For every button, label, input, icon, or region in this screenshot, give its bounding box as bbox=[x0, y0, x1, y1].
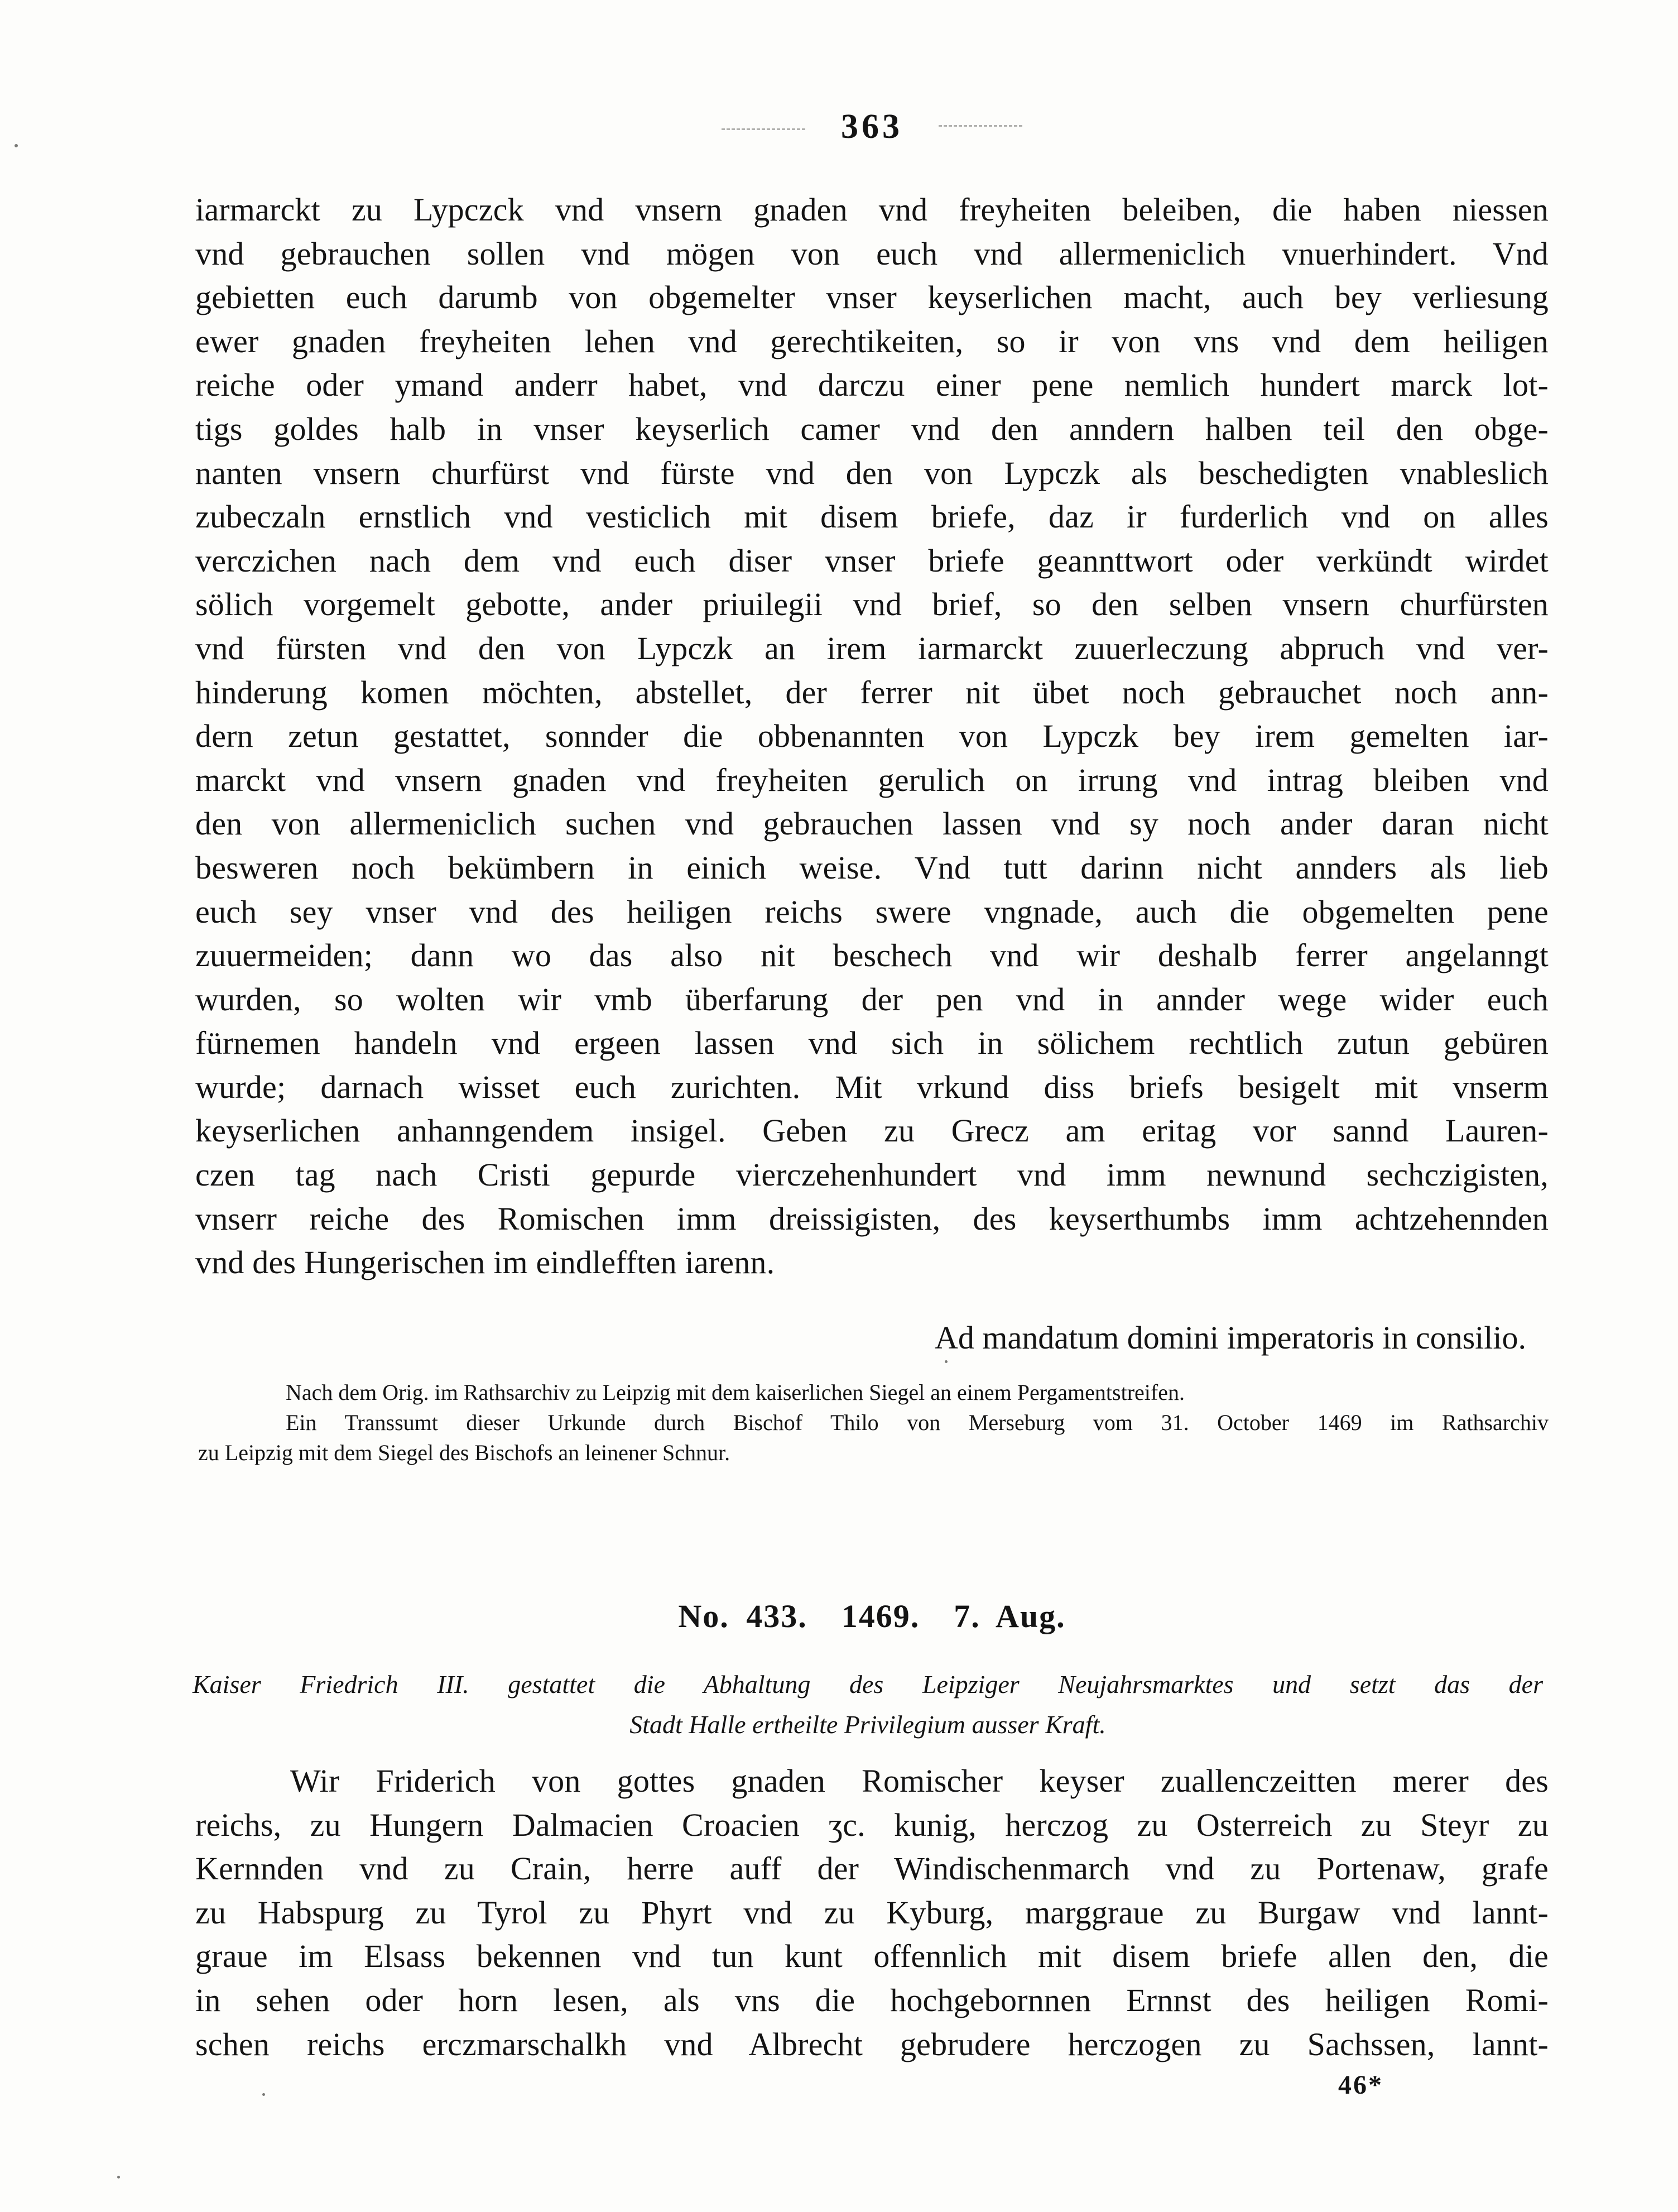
chancery-subscription-line: Ad mandatum domini imperatoris in consilio. bbox=[935, 1319, 1526, 1356]
text-line: gebietten euch darumb von obgemelter vnser keyserlichen macht, auch bey verliesung bbox=[195, 279, 1549, 316]
charter-433-regest bbox=[193, 1664, 1543, 1745]
text-line: dern zetun gestattet, sonnder die obbenannten von Lypczk bey irem gemelten iar- bbox=[195, 718, 1549, 755]
text-line: vnd gebrauchen sollen vnd mögen von euch vnd allermeniclich vnuerhindert. Vnd bbox=[195, 235, 1549, 272]
text-line: sölich vorgemelt gebotte, ander priuilegii vnd brief, so den selben vnsern churfürsten bbox=[195, 586, 1549, 623]
text-line: reiche oder ymand anderr habet, vnd darczu einer pene nemlich hundert marck lot- bbox=[195, 367, 1549, 404]
scan-speck bbox=[262, 2093, 265, 2096]
text-line: wurden, so wolten wir vmb überfarung der pen vnd in annder wege wider euch bbox=[195, 981, 1549, 1018]
text-line: Nach dem Orig. im Rathsarchiv zu Leipzig mit dem kaiserlichen Siegel an einem Pergamentstreifen. bbox=[286, 1380, 1185, 1405]
text-line: vnd fürsten vnd den von Lypczk an irem iarmarckt zuuerleczung abpruch vnd ver- bbox=[195, 630, 1549, 666]
text-line: zu Leipzig mit dem Siegel des Bischofs an leinener Schnur. bbox=[198, 1440, 730, 1465]
text-line: hinderung komen möchten, abstellet, der ferrer nit übet noch gebrauchet noch ann- bbox=[195, 674, 1549, 711]
text-line: marckt vnd vnsern gnaden vnd freyheiten gerulich on irrung vnd intrag bleiben vnd bbox=[195, 761, 1549, 798]
text-line: besweren noch bekümbern in einich weise. Vnd tutt darinn nicht annders als lieb bbox=[195, 849, 1549, 886]
text-line: iarmarckt zu Lypczck vnd vnsern gnaden vnd freyheiten beleiben, die haben niessen bbox=[195, 191, 1549, 228]
text-line: Kernnden vnd zu Crain, herre auff der Windischenmarch vnd zu Portenaw, grafe bbox=[195, 1850, 1549, 1887]
text-line: zuuermeiden; dann wo das also nit beschech vnd wir deshalb ferrer angelanngt bbox=[195, 937, 1549, 974]
printer-signature-mark: 46* bbox=[1338, 2070, 1383, 2100]
text-line: ewer gnaden freyheiten lehen vnd gerechtikeiten, so ir von vns vnd dem heiligen bbox=[195, 323, 1549, 359]
text-line: keyserlichen anhanngendem insigel. Geben zu Grecz am eritag vor sannd Lauren- bbox=[195, 1112, 1549, 1149]
page-header bbox=[195, 109, 1549, 144]
text-line: Stadt Halle ertheilte Privilegium ausser Kraft. bbox=[629, 1710, 1106, 1739]
text-line: tigs goldes halb in vnser keyserlich camer vnd den anndern halben teil den obge- bbox=[195, 410, 1549, 447]
text-line: zu Habspurg zu Tyrol zu Phyrt vnd zu Kyburg, marggraue zu Burgaw vnd lannt- bbox=[195, 1894, 1549, 1931]
text-line: graue im Elsass bekennen vnd tun kunt offennlich mit disem briefe allen den, die bbox=[195, 1938, 1549, 1975]
charter-432-continuation-text bbox=[195, 188, 1549, 1285]
scan-speck bbox=[117, 2176, 120, 2179]
header-rule-left bbox=[722, 128, 805, 130]
text-line: in sehen oder horn lesen, als vns die hochgebornnen Ernnst des heiligen Romi- bbox=[195, 1981, 1549, 2018]
text-line: verczichen nach dem vnd euch diser vnser briefe geannttwort oder verkündt wirdet bbox=[195, 542, 1549, 579]
text-line: fürnemen handeln vnd ergeen lassen vnd sich in sölichem rechtlich zutun gebüren bbox=[195, 1025, 1549, 1062]
scan-speck bbox=[945, 1360, 948, 1363]
text-line: den von allermeniclich suchen vnd gebrauchen lassen vnd sy noch ander daran nicht bbox=[195, 805, 1549, 842]
text-line: nanten vnsern churfürst vnd fürste vnd den von Lypczk als beschedigten vnableslich bbox=[195, 454, 1549, 491]
text-line: zubeczaln ernstlich vnd vesticlich mit disem briefe, daz ir furderlich vnd on alles bbox=[195, 498, 1549, 535]
charter-433-heading: No. 433. 1469. 7. Aug. bbox=[678, 1598, 1066, 1634]
page-number: 363 bbox=[841, 108, 903, 146]
text-line: euch sey vnser vnd des heiligen reichs swere vngnade, auch die obgemelten pene bbox=[195, 893, 1549, 930]
text-line: Wir Friderich von gottes gnaden Romischer keyser zuallenczeitten merer des bbox=[290, 1763, 1549, 1799]
text-line: reichs, zu Hungern Dalmacien Croacien ʒc. kunig, herczog zu Osterreich zu Steyr zu bbox=[195, 1806, 1549, 1843]
header-rule-right bbox=[939, 125, 1022, 127]
text-line: Ein Transsumt dieser Urkunde durch Bischof Thilo von Merseburg vom 31. October 1469 im Rathsarchiv bbox=[286, 1410, 1549, 1435]
text-line: vnserr reiche des Romischen imm dreissigisten, des keyserthumbs imm achtzehennden bbox=[195, 1200, 1549, 1237]
text-line: schen reichs erczmarschalkh vnd Albrecht gebrudere herczogen zu Sachssen, lannt- bbox=[195, 2026, 1549, 2062]
source-note bbox=[198, 1378, 1549, 1468]
text-line: Kaiser Friedrich III. gestattet die Abhaltung des Leipziger Neujahrsmarktes und setzt das der bbox=[193, 1670, 1543, 1698]
charter-433-text bbox=[195, 1759, 1549, 2066]
text-line: czen tag nach Cristi gepurde vierczehenhundert vnd imm newnund sechczigisten, bbox=[195, 1157, 1549, 1193]
text-line: vnd des Hungerischen im eindlefften iarenn. bbox=[195, 1244, 775, 1281]
scan-speck bbox=[15, 144, 18, 147]
text-line: wurde; darnach wisset euch zurichten. Mit vrkund diss briefs besigelt mit vnserm bbox=[195, 1068, 1549, 1105]
